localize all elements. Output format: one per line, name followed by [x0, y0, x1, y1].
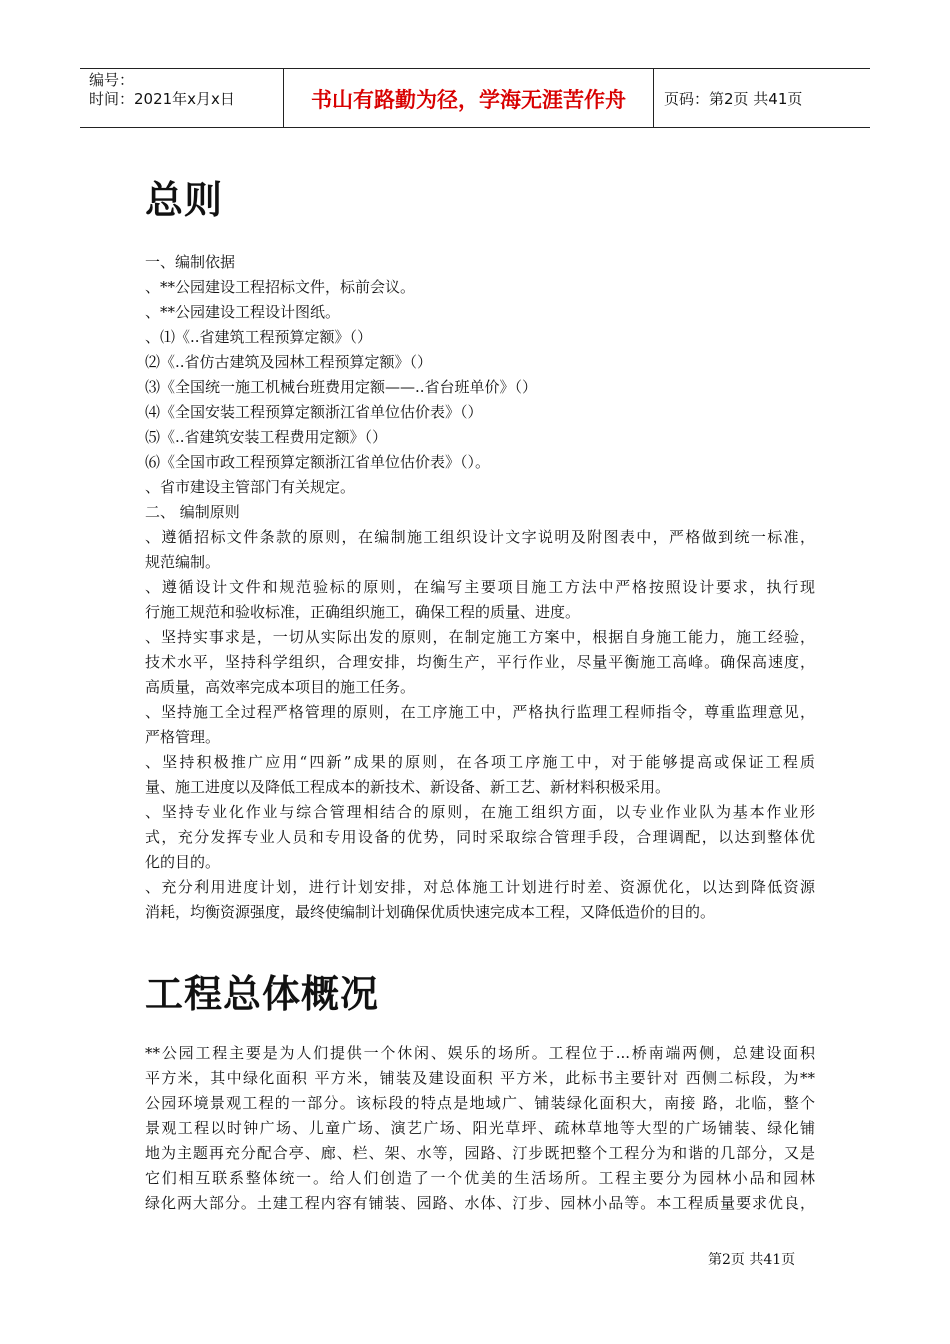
- text-line: 、坚持施工全过程严格管理的原则，在工序施工中，严格执行监理工程师指令，尊重监理意见，: [145, 703, 815, 721]
- text-line: 、遵循设计文件和规范验标的原则，在编写主要项目施工方法中严格按照设计要求，执行现: [145, 578, 815, 596]
- section-title-overview: 工程总体概况: [145, 972, 380, 1016]
- text-line: 平方米，其中绿化面积 平方米，铺装及建设面积 平方米，此标书主要针对 西侧二标段，为**: [145, 1069, 815, 1087]
- text-line: ⑵《..省仿古建筑及园林工程预算定额》（）: [145, 353, 433, 371]
- text-line: 公园环境景观工程的一部分。该标段的特点是地域广、铺装绿化面积大，南接 路，北临，整个: [145, 1094, 815, 1112]
- header-number-label: 编号：: [89, 71, 135, 89]
- page-header: [80, 68, 870, 128]
- text-line: 化的目的。: [145, 853, 221, 871]
- header-date: 时间：2021年x月x日: [89, 90, 235, 108]
- text-line: 、**公园建设工程设计图纸。: [145, 303, 341, 321]
- text-line: 量、施工进度以及降低工程成本的新技术、新设备、新工艺、新材料积极采用。: [145, 778, 671, 796]
- text-line: 、省市建设主管部门有关规定。: [145, 478, 356, 496]
- text-line: 高质量，高效率完成本项目的施工任务。: [145, 678, 416, 696]
- text-line: 景观工程以时钟广场、儿童广场、演艺广场、阳光草坪、疏林草地等大型的广场铺装、绿化铺: [145, 1119, 815, 1137]
- text-line: 消耗，均衡资源强度，最终使编制计划确保优质快速完成本工程，又降低造价的目的。: [145, 903, 716, 921]
- text-line: 、坚持实事求是，一切从实际出发的原则，在制定施工方案中，根据自身施工能力，施工经验，: [145, 628, 815, 646]
- text-line: ⑷《全国安装工程预算定额浙江省单位估价表》（）: [145, 403, 483, 421]
- text-line: 二、 编制原则: [145, 503, 240, 521]
- page-footer: 第2页 共41页: [708, 1252, 796, 1268]
- text-line: 严格管理。: [145, 728, 221, 746]
- text-line: 它们相互联系整体统一。给人们创造了一个优美的生活场所。工程主要分为园林小品和园林: [145, 1169, 815, 1187]
- text-line: 绿化两大部分。土建工程内容有铺装、园路、水体、汀步、园林小品等。本工程质量要求优良，: [145, 1194, 815, 1212]
- text-line: 规范编制。: [145, 553, 221, 571]
- text-line: ⑹《全国市政工程预算定额浙江省单位估价表》（）。: [145, 453, 491, 471]
- text-line: 一、编制依据: [145, 253, 236, 271]
- text-line: ⑸《..省建筑安装工程费用定额》（）: [145, 428, 388, 446]
- text-line: **公园工程主要是为人们提供一个休闲、娱乐的场所。工程位于...桥南端两侧，总建设面积: [145, 1044, 815, 1062]
- header-meta: [80, 69, 283, 128]
- text-line: 、**公园建设工程招标文件，标前会议。: [145, 278, 416, 296]
- header-motto: 书山有路勤为径，学海无涯苦作舟: [283, 69, 654, 128]
- text-line: ⑶《全国统一施工机械台班费用定额——..省台班单价》（）: [145, 378, 538, 396]
- text-line: 行施工规范和验收标准，正确组织施工，确保工程的质量、进度。: [145, 603, 581, 621]
- text-line: 、遵循招标文件条款的原则，在编制施工组织设计文字说明及附图表中，严格做到统一标准，: [145, 528, 815, 546]
- text-line: 、⑴《..省建筑工程预算定额》（）: [145, 328, 373, 346]
- text-line: 式，充分发挥专业人员和专用设备的优势，同时采取综合管理手段，合理调配，以达到整体优: [145, 828, 815, 846]
- text-line: 、充分利用进度计划，进行计划安排，对总体施工计划进行时差、资源优化，以达到降低资源: [145, 878, 815, 896]
- section-body-general: [145, 250, 815, 925]
- text-line: 、坚持专业化作业与综合管理相结合的原则，在施工组织方面，以专业作业队为基本作业形: [145, 803, 815, 821]
- text-line: 地为主题再充分配合亭、廊、栏、架、水等，园路、汀步既把整个工程分为和谐的几部分，又是: [145, 1144, 815, 1162]
- section-body-overview: [145, 1041, 815, 1216]
- text-line: 、坚持积极推广应用“四新”成果的原则，在各项工序施工中，对于能够提高或保证工程质: [145, 753, 815, 771]
- header-page-info: 页码：第2页 共41页: [664, 90, 803, 108]
- text-line: 技术水平，坚持科学组织，合理安排，均衡生产，平行作业，尽量平衡施工高峰。确保高速度，: [145, 653, 815, 671]
- section-title-general: 总则: [145, 178, 224, 222]
